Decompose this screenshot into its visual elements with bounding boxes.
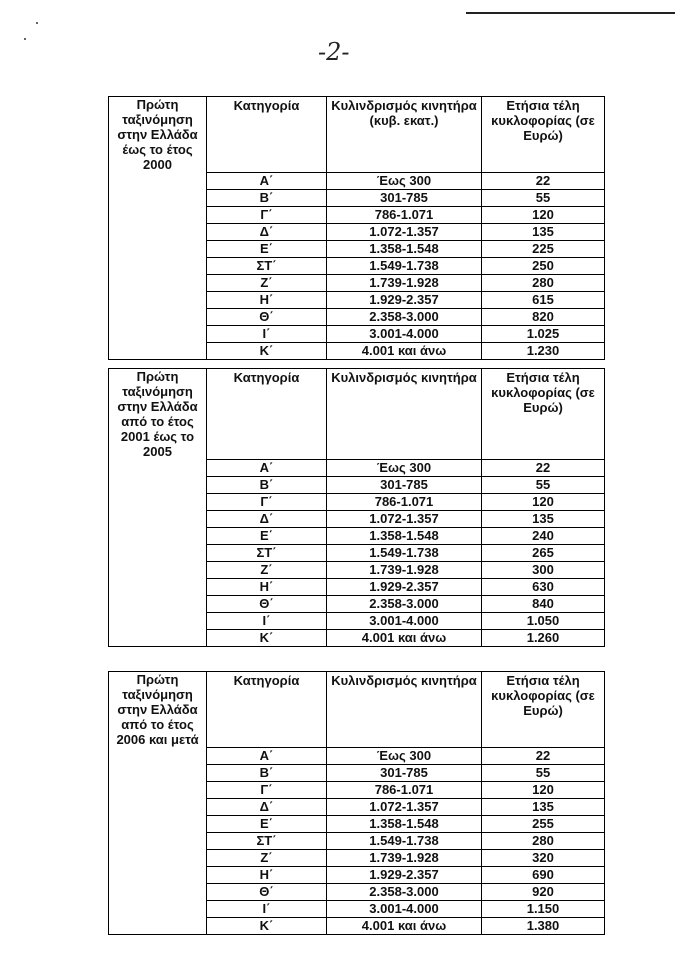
engine-cc-cell: 3.001-4.000 <box>327 612 482 629</box>
category-cell: Θ΄ <box>207 595 327 612</box>
engine-cc-cell: 786-1.071 <box>327 493 482 510</box>
category-cell: Ι΄ <box>207 612 327 629</box>
page-number: -2- <box>318 38 350 66</box>
engine-cc-cell: 1.549-1.738 <box>327 544 482 561</box>
category-cell: Κ΄ <box>207 629 327 646</box>
annual-fee-cell: 250 <box>482 257 605 274</box>
category-cell: Ε΄ <box>207 240 327 257</box>
header-row <box>109 369 605 460</box>
category-header: Κατηγορία <box>207 369 327 460</box>
engine-cc-cell: 3.001-4.000 <box>327 325 482 342</box>
annual-fee-cell: 120 <box>482 781 605 798</box>
engine-cc-cell: 786-1.071 <box>327 781 482 798</box>
engine-cc-cell: 3.001-4.000 <box>327 900 482 917</box>
registration-period-cell: Πρώτη ταξινόμηση στην Ελλάδα έως το έτος 2000 <box>109 97 207 173</box>
annual-fee-cell: 240 <box>482 527 605 544</box>
engine-cc-cell: 1.358-1.548 <box>327 527 482 544</box>
annual-fee-header: Ετήσια τέλη κυκλοφορίας (σε Ευρώ) <box>482 369 605 460</box>
engine-cc-cell: Έως 300 <box>327 459 482 476</box>
annual-fee-cell: 1.230 <box>482 342 605 359</box>
engine-cc-cell: 1.739-1.928 <box>327 849 482 866</box>
category-header: Κατηγορία <box>207 672 327 748</box>
engine-cc-header: Κυλινδρισμός κινητήρα <box>327 672 482 748</box>
engine-cc-cell: 4.001 και άνω <box>327 917 482 934</box>
engine-cc-cell: 2.358-3.000 <box>327 308 482 325</box>
category-cell: Η΄ <box>207 866 327 883</box>
annual-fee-cell: 690 <box>482 866 605 883</box>
header-row <box>109 97 605 173</box>
registration-period-cell-continued <box>109 172 207 359</box>
category-cell: Δ΄ <box>207 510 327 527</box>
category-cell: Η΄ <box>207 578 327 595</box>
engine-cc-cell: 4.001 και άνω <box>327 342 482 359</box>
annual-fee-cell: 840 <box>482 595 605 612</box>
category-cell: Ζ΄ <box>207 274 327 291</box>
registration-period-cell-continued <box>109 747 207 934</box>
category-cell: Θ΄ <box>207 308 327 325</box>
engine-cc-cell: 1.549-1.738 <box>327 257 482 274</box>
category-cell: Κ΄ <box>207 342 327 359</box>
annual-fee-cell: 135 <box>482 510 605 527</box>
engine-cc-cell: 1.072-1.357 <box>327 223 482 240</box>
annual-fee-cell: 135 <box>482 223 605 240</box>
category-cell: Δ΄ <box>207 798 327 815</box>
category-cell: Ι΄ <box>207 325 327 342</box>
scan-speck <box>36 22 38 24</box>
engine-cc-cell: 1.929-2.357 <box>327 578 482 595</box>
annual-fee-cell: 265 <box>482 544 605 561</box>
engine-cc-cell: 2.358-3.000 <box>327 595 482 612</box>
annual-fee-cell: 55 <box>482 476 605 493</box>
category-cell: Ι΄ <box>207 900 327 917</box>
annual-fee-cell: 615 <box>482 291 605 308</box>
annual-fee-cell: 920 <box>482 883 605 900</box>
annual-fee-cell: 55 <box>482 764 605 781</box>
annual-fee-cell: 300 <box>482 561 605 578</box>
scan-speck <box>24 38 26 40</box>
annual-fee-cell: 320 <box>482 849 605 866</box>
annual-fee-cell: 120 <box>482 206 605 223</box>
category-cell: Κ΄ <box>207 917 327 934</box>
annual-fee-cell: 22 <box>482 459 605 476</box>
engine-cc-cell: 1.358-1.548 <box>327 815 482 832</box>
engine-cc-cell: 2.358-3.000 <box>327 883 482 900</box>
registration-period-cell-continued <box>109 459 207 646</box>
category-cell: Δ΄ <box>207 223 327 240</box>
annual-fee-header: Ετήσια τέλη κυκλοφορίας (σε Ευρώ) <box>482 672 605 748</box>
annual-fee-cell: 22 <box>482 172 605 189</box>
header-row <box>109 672 605 748</box>
engine-cc-cell: 301-785 <box>327 476 482 493</box>
engine-cc-cell: Έως 300 <box>327 172 482 189</box>
engine-cc-cell: 786-1.071 <box>327 206 482 223</box>
annual-fee-cell: 630 <box>482 578 605 595</box>
engine-cc-cell: 1.358-1.548 <box>327 240 482 257</box>
engine-cc-header: Κυλινδρισμός κινητήρα <box>327 369 482 460</box>
category-cell: Α΄ <box>207 172 327 189</box>
engine-cc-header: Κυλινδρισμός κινητήρα (κυβ. εκατ.) <box>327 97 482 173</box>
category-cell: Γ΄ <box>207 781 327 798</box>
engine-cc-cell: 1.739-1.928 <box>327 561 482 578</box>
engine-cc-cell: 1.929-2.357 <box>327 291 482 308</box>
annual-fee-cell: 225 <box>482 240 605 257</box>
annual-fee-cell: 820 <box>482 308 605 325</box>
engine-cc-cell: Έως 300 <box>327 747 482 764</box>
category-cell: Ε΄ <box>207 527 327 544</box>
category-cell: Α΄ <box>207 747 327 764</box>
engine-cc-cell: 4.001 και άνω <box>327 629 482 646</box>
category-cell: Ε΄ <box>207 815 327 832</box>
tax-table <box>108 96 605 360</box>
annual-fee-cell: 1.380 <box>482 917 605 934</box>
annual-fee-cell: 55 <box>482 189 605 206</box>
annual-fee-cell: 120 <box>482 493 605 510</box>
engine-cc-cell: 1.549-1.738 <box>327 832 482 849</box>
engine-cc-cell: 301-785 <box>327 764 482 781</box>
annual-fee-cell: 280 <box>482 274 605 291</box>
annual-fee-cell: 1.150 <box>482 900 605 917</box>
category-cell: Θ΄ <box>207 883 327 900</box>
table-row <box>109 459 605 476</box>
annual-fee-cell: 22 <box>482 747 605 764</box>
engine-cc-cell: 301-785 <box>327 189 482 206</box>
category-cell: Ζ΄ <box>207 561 327 578</box>
category-cell: Γ΄ <box>207 493 327 510</box>
table-row <box>109 747 605 764</box>
annual-fee-cell: 1.260 <box>482 629 605 646</box>
annual-fee-cell: 280 <box>482 832 605 849</box>
tax-table <box>108 368 605 647</box>
category-cell: Ζ΄ <box>207 849 327 866</box>
annual-fee-cell: 1.050 <box>482 612 605 629</box>
tax-table <box>108 671 605 935</box>
category-cell: Η΄ <box>207 291 327 308</box>
category-cell: ΣΤ΄ <box>207 832 327 849</box>
annual-fee-cell: 255 <box>482 815 605 832</box>
category-cell: Α΄ <box>207 459 327 476</box>
engine-cc-cell: 1.929-2.357 <box>327 866 482 883</box>
annual-fee-cell: 1.025 <box>482 325 605 342</box>
category-cell: Β΄ <box>207 764 327 781</box>
category-cell: Β΄ <box>207 476 327 493</box>
table-row <box>109 172 605 189</box>
category-cell: Β΄ <box>207 189 327 206</box>
category-header: Κατηγορία <box>207 97 327 173</box>
registration-period-cell: Πρώτη ταξινόμηση στην Ελλάδα από το έτος 2006 και μετά <box>109 672 207 748</box>
engine-cc-cell: 1.072-1.357 <box>327 510 482 527</box>
top-rule <box>466 12 675 14</box>
category-cell: ΣΤ΄ <box>207 257 327 274</box>
annual-fee-header: Ετήσια τέλη κυκλοφορίας (σε Ευρώ) <box>482 97 605 173</box>
engine-cc-cell: 1.739-1.928 <box>327 274 482 291</box>
annual-fee-cell: 135 <box>482 798 605 815</box>
category-cell: Γ΄ <box>207 206 327 223</box>
engine-cc-cell: 1.072-1.357 <box>327 798 482 815</box>
category-cell: ΣΤ΄ <box>207 544 327 561</box>
registration-period-cell: Πρώτη ταξινόμηση στην Ελλάδα από το έτος 2001 έως το 2005 <box>109 369 207 460</box>
